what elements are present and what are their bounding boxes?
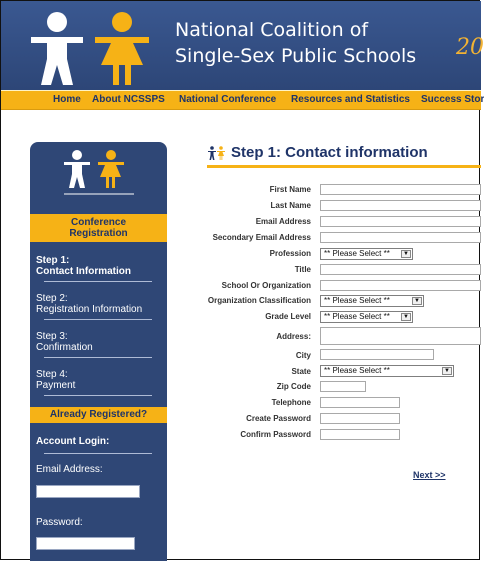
confirm-password-label: Confirm Password <box>240 430 311 439</box>
next-button[interactable]: Next >> <box>413 470 446 480</box>
chevron-down-icon: ▼ <box>412 297 422 305</box>
grade-level-label: Grade Level <box>265 312 311 321</box>
school-organization-input[interactable] <box>320 280 481 291</box>
profession-select[interactable] <box>320 248 413 260</box>
login-password-input[interactable] <box>36 537 135 550</box>
site-header <box>1 1 484 90</box>
first-name-input[interactable] <box>320 184 481 195</box>
title-underline <box>207 165 481 168</box>
divider <box>44 395 152 396</box>
conference-registration-band <box>30 214 167 242</box>
boy-girl-logo-icon <box>62 148 136 198</box>
page-title: Step 1: Contact information <box>231 144 428 161</box>
boy-girl-logo-icon <box>27 9 167 85</box>
sidebar <box>30 142 167 561</box>
sidebar-step-3[interactable] <box>36 331 93 353</box>
divider <box>44 319 152 320</box>
last-name-label: Last Name <box>270 201 311 210</box>
title-input[interactable] <box>320 264 481 275</box>
divider <box>44 453 152 454</box>
sidebar-step-2[interactable] <box>36 293 142 315</box>
step-4-line1: Step 4: <box>36 369 68 380</box>
org-class-select-value: ** Please Select ** <box>324 296 390 305</box>
boy-girl-mini-icon <box>208 146 226 160</box>
step-3-line1: Step 3: <box>36 331 68 342</box>
nav-about[interactable]: About NCSSPS <box>92 94 165 105</box>
nav-home[interactable]: Home <box>53 94 81 105</box>
confirm-password-input[interactable] <box>320 429 400 440</box>
grade-level-select-value: ** Please Select ** <box>324 312 390 321</box>
telephone-label: Telephone <box>271 398 311 407</box>
address-label: Address: <box>276 332 311 341</box>
step-2-line1: Step 2: <box>36 293 68 304</box>
create-password-input[interactable] <box>320 413 400 424</box>
main-nav <box>1 90 484 110</box>
site-title-line1: National Coalition of <box>175 19 369 41</box>
city-input[interactable] <box>320 349 434 360</box>
chevron-down-icon: ▼ <box>401 250 411 258</box>
step-1-line1: Step 1: <box>36 255 70 266</box>
nav-resources[interactable]: Resources and Statistics <box>291 94 410 105</box>
nav-national-conference[interactable]: National Conference <box>179 94 277 105</box>
already-registered-band: Already Registered? <box>30 407 167 423</box>
title-label: Title <box>294 265 311 274</box>
chevron-down-icon: ▼ <box>401 313 411 321</box>
first-name-label: First Name <box>269 185 311 194</box>
sidebar-step-4[interactable] <box>36 369 75 391</box>
secondary-email-input[interactable] <box>320 232 481 243</box>
secondary-email-label: Secondary Email Address <box>212 233 311 242</box>
account-login-label: Account Login: <box>36 436 110 447</box>
divider <box>44 281 152 282</box>
create-password-label: Create Password <box>246 414 311 423</box>
step-4-line2: Payment <box>36 380 76 391</box>
sidebar-step-1[interactable] <box>36 255 131 277</box>
school-organization-label: School Or Organization <box>221 281 311 290</box>
zip-code-label: Zip Code <box>276 382 311 391</box>
state-select[interactable] <box>320 365 454 377</box>
email-address-input[interactable] <box>320 216 481 227</box>
city-label: City <box>295 351 311 360</box>
grade-level-select[interactable] <box>320 311 413 323</box>
nav-success-stories[interactable]: Success Stor <box>421 94 484 105</box>
profession-label: Profession <box>269 249 311 258</box>
address-input[interactable] <box>320 327 481 345</box>
step-3-line2: Confirmation <box>36 342 93 353</box>
state-select-value: ** Please Select ** <box>324 366 390 375</box>
email-address-label: Email Address: <box>36 464 103 475</box>
year-fragment: 20 <box>456 35 484 60</box>
zip-code-input[interactable] <box>320 381 366 392</box>
band-line1: Conference <box>70 217 126 228</box>
telephone-input[interactable] <box>320 397 400 408</box>
step-1-line2: Contact Information <box>36 266 131 277</box>
band-line2: Registration <box>69 228 128 239</box>
site-title <box>175 17 416 69</box>
login-email-input[interactable] <box>36 485 140 498</box>
state-label: State <box>291 367 311 376</box>
site-title-line2: Single-Sex Public Schools <box>175 45 417 67</box>
profession-select-value: ** Please Select ** <box>324 249 390 258</box>
password-label: Password: <box>36 517 83 528</box>
step-2-line2: Registration Information <box>36 304 143 315</box>
divider <box>44 357 152 358</box>
email-address-label: Email Address <box>255 217 311 226</box>
organization-classification-label: Organization Classification <box>207 296 311 305</box>
chevron-down-icon: ▼ <box>442 367 452 375</box>
organization-classification-select[interactable] <box>320 295 424 307</box>
last-name-input[interactable] <box>320 200 481 211</box>
